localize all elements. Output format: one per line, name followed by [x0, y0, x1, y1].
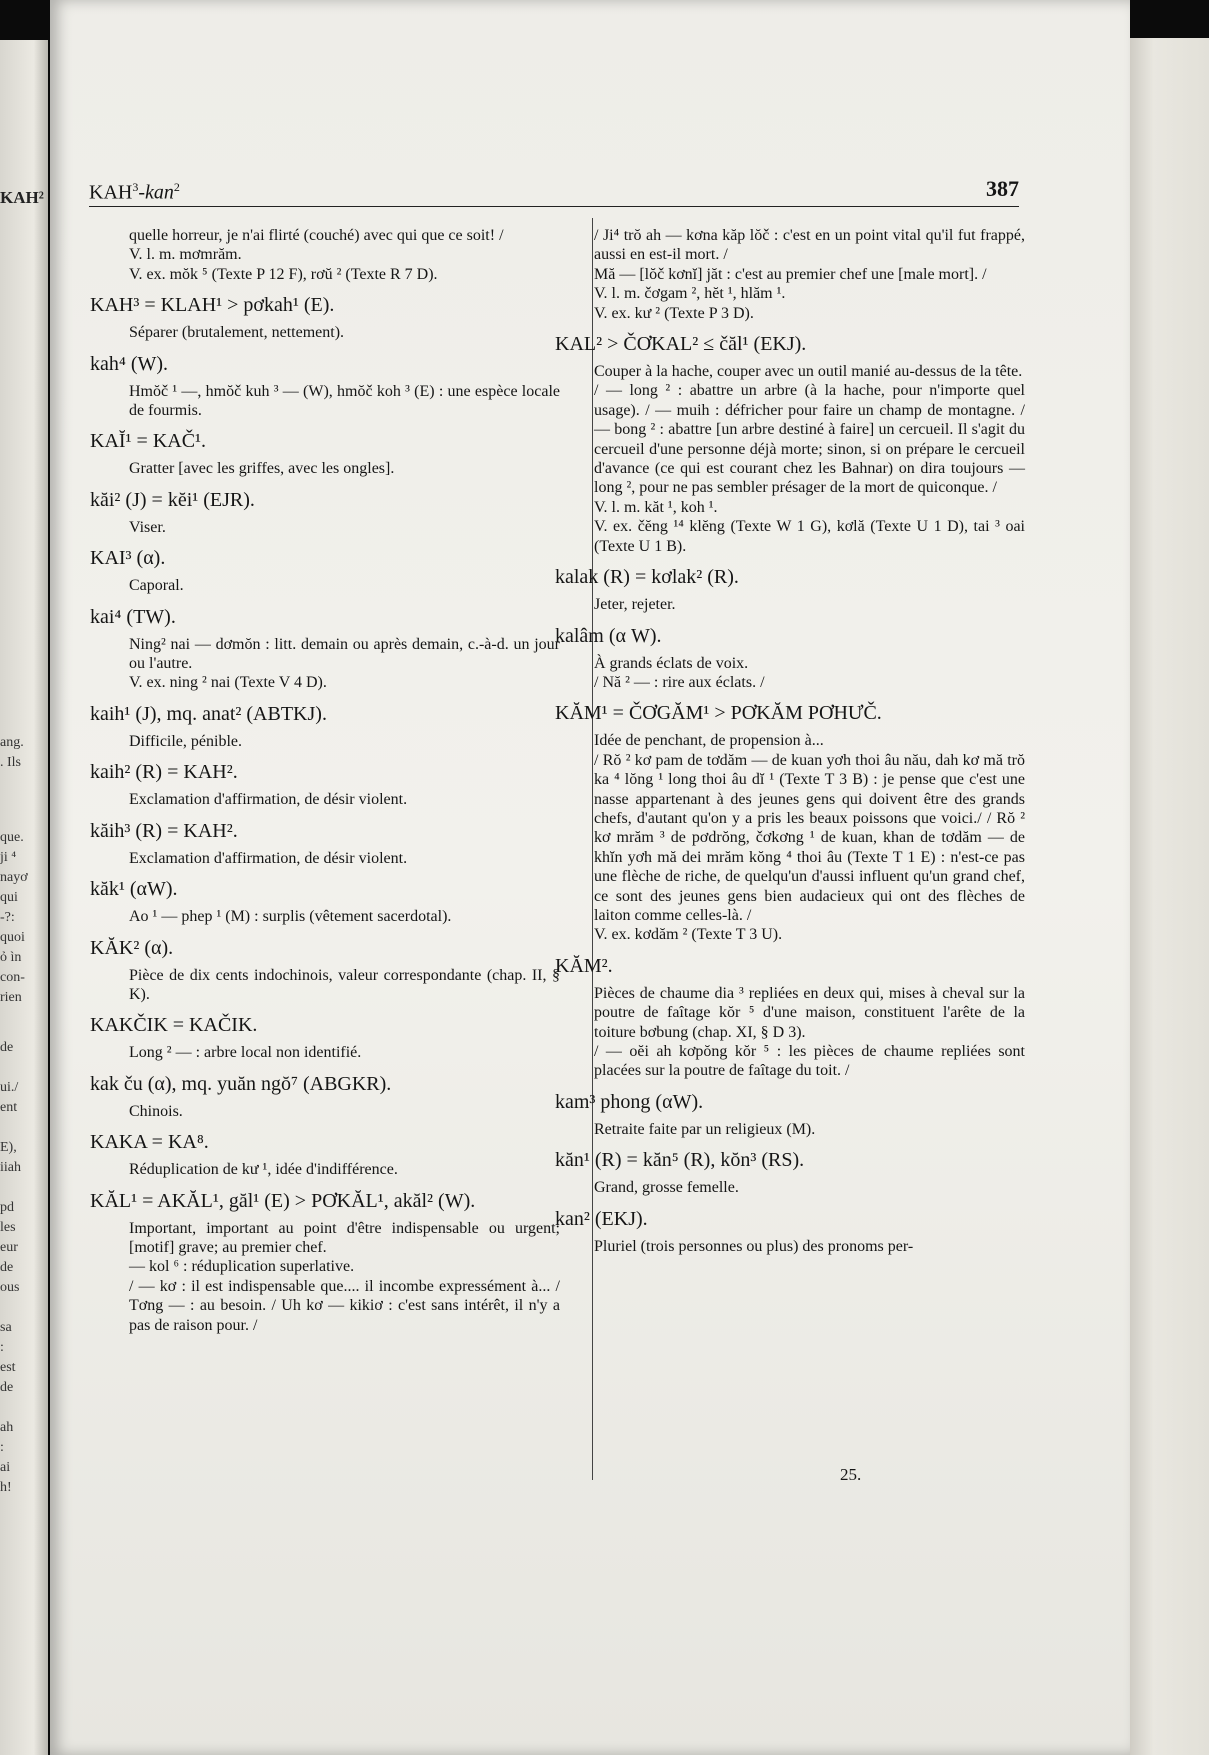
left-page-text-fragment: ui./: [0, 1080, 19, 1095]
dictionary-entry: [90, 1189, 560, 1335]
definition-line: Pièces de chaume dia ³ repliées en deux qui, mises à cheval sur la poutre de faîtage kŏr ⁵ d'une maison, constituent l'arête de la toiture bơbung (chap. XI, § D 3).: [594, 984, 1025, 1041]
left-page-text-fragment: de: [0, 1260, 14, 1275]
definition-line: Séparer (brutalement, nettement).: [129, 324, 345, 342]
dictionary-entry: [90, 352, 560, 421]
right-page-edge: [1130, 38, 1209, 1755]
page-number: 387: [986, 176, 1019, 201]
dictionary-entry: [90, 605, 560, 693]
definition-line: Idée de penchant, de propension à...: [594, 732, 824, 750]
definition: [555, 654, 1025, 693]
dictionary-entry: [90, 429, 560, 478]
definition: [555, 595, 1025, 614]
headword: KĂL¹ = AKĂL¹, găl¹ (E) > PƠKĂL¹, akăl² (W).: [90, 1189, 476, 1212]
dictionary-entry: [555, 1148, 1025, 1197]
left-page-text-fragment: KAH²: [0, 188, 44, 207]
headword: KĂM¹ = ČƠGĂM¹ > PƠKĂM PƠHƯČ.: [555, 702, 882, 725]
headword: kalak (R) = kơlak² (R).: [555, 566, 739, 589]
dictionary-entry: [555, 332, 1025, 556]
left-page-text-fragment: h!: [0, 1480, 12, 1495]
definition-line: Grand, grosse femelle.: [594, 1179, 739, 1197]
dictionary-entry: [555, 1207, 1025, 1256]
headword: kah⁴ (W).: [90, 352, 169, 375]
definition: [555, 731, 1025, 944]
definition: [90, 907, 560, 926]
definition: [555, 1237, 1025, 1256]
left-page-text-fragment: pd: [0, 1200, 14, 1215]
definition-line: / — kơ : il est indispensable que.... il incombe expressément à... / Tơng — : au besoin. / Uh kơ — kikiơ : c'est sans intérêt, il n'y a pas de raison pour. /: [129, 1277, 560, 1334]
headword: KAĬ¹ = KAČ¹.: [90, 430, 207, 453]
dictionary-entry: [90, 877, 560, 926]
headword: kaih¹ (J), mq. anat² (ABTKJ).: [90, 702, 327, 725]
definition-line: V. ex. kơdăm ² (Texte T 3 U).: [594, 926, 783, 944]
definition-line: Couper à la hache, couper avec un outil manié au-dessus de la tête.: [594, 363, 1023, 381]
headword: kam³ phong (αW).: [555, 1090, 704, 1113]
headword: KAI³ (α).: [90, 547, 166, 570]
dictionary-entry: [90, 546, 560, 595]
dictionary-entry: [90, 760, 560, 809]
definition-line: — kol ⁶ : réduplication superlative.: [129, 1258, 355, 1276]
left-page-text-fragment: ous: [0, 1280, 20, 1295]
left-page-text-fragment: E),: [0, 1140, 17, 1155]
definition-line: Réduplication de kư ¹, idée d'indifférence.: [129, 1161, 398, 1179]
headword: KĂK² (α).: [90, 936, 174, 959]
dictionary-entry: [90, 702, 560, 751]
definition-line: / Nă ² — : rire aux éclats. /: [594, 673, 765, 691]
headword: KĂM².: [555, 954, 613, 977]
left-page-text-fragment: eur: [0, 1240, 18, 1255]
definition: [90, 849, 560, 868]
definition-line: Important, important au point d'être indispensable ou urgent; [motif] grave; au premier chef.: [129, 1219, 560, 1256]
definition: [90, 966, 560, 1005]
left-page-text-fragment: nayơ: [0, 870, 28, 885]
headword: kan² (EKJ).: [555, 1207, 648, 1230]
definition: [90, 732, 560, 751]
definition-line: Ning² nai — dơmŏn : litt. demain ou après demain, c.-à-d. un jour ou l'autre.: [129, 635, 560, 673]
left-page-text-fragment: sa: [0, 1320, 12, 1335]
headword: kăn¹ (R) = kăn⁵ (R), kŏn³ (RS).: [555, 1149, 805, 1172]
headword: kai⁴ (TW).: [90, 605, 176, 628]
left-page-text-fragment: ang.: [0, 735, 24, 750]
dictionary-entry: [90, 819, 560, 868]
dictionary-entry: [90, 293, 560, 342]
dictionary-page: [50, 0, 1130, 1755]
definition-line: Exclamation d'affirmation, de désir violent.: [129, 849, 408, 867]
headword: kăih³ (R) = KAH².: [90, 819, 238, 842]
definition-line: Caporal.: [129, 577, 184, 595]
headword: kăi² (J) = kĕi¹ (EJR).: [90, 488, 255, 511]
definition-line: Long ² — : arbre local non identifié.: [129, 1044, 362, 1062]
right-continuation: / Ji⁴ trŏ ah — kơna kăp lŏč : c'est en un point vital qu'il fut frappé, aussi en est-il mort. / Mă — [lŏč kơnĭ] jăt : c'est au premier chef une [male mort]. / V. l. m. čơgam ², hĕt ¹, hlăm ¹. V. ex. kư ² (Texte P 3 D).: [594, 227, 1025, 322]
left-page-text-fragment: qui: [0, 890, 18, 905]
definition-line: À grands éclats de voix.: [594, 654, 749, 672]
dictionary-entry: [90, 488, 560, 537]
dictionary-entry: [90, 1072, 560, 1121]
left-page-text-fragment: ỏ ìn: [0, 950, 22, 965]
definition-line: Difficile, pénible.: [129, 732, 242, 750]
left-continuation: quelle horreur, je n'ai flirté (couché) avec qui que ce soit! / V. l. m. mơmrăm. V. ex. mŏk ⁵ (Texte P 12 F), rơŭ ² (Texte R 7 D).: [129, 227, 504, 283]
definition: [90, 1160, 560, 1179]
definition-line: Chinois.: [129, 1102, 183, 1120]
left-page-text-fragment: . Ils: [0, 755, 21, 770]
definition-line: Pièce de dix cents indochinois, valeur correspondante (chap. II, § K).: [129, 966, 560, 1003]
dictionary-entry: [90, 1130, 560, 1179]
definition-line: Gratter [avec les griffes, avec les ongles].: [129, 460, 395, 478]
definition: [555, 1178, 1025, 1197]
definition-line: V. l. m. kăt ¹, koh ¹.: [594, 498, 718, 516]
left-page-text-fragment: ai: [0, 1460, 11, 1475]
definition: [555, 984, 1025, 1081]
left-page-text-fragment: ent: [0, 1100, 18, 1115]
right-column: [555, 226, 1025, 1265]
definition: [90, 382, 560, 421]
dictionary-entry: [90, 936, 560, 1005]
running-head: KAH$^3$-kan$^2$: [89, 180, 180, 204]
left-page-text-fragment: quoi: [0, 930, 25, 945]
dictionary-entry: [555, 565, 1025, 614]
definition: [90, 1219, 560, 1335]
headword: kaih² (R) = KAH².: [90, 761, 238, 784]
left-page-text-fragment: ji ⁴: [0, 850, 17, 865]
left-page-text-fragment: :: [0, 1440, 4, 1455]
definition-line: Retraite faite par un religieux (M).: [594, 1120, 816, 1138]
headword: KAL² > ČƠKAL² ≤ čăl¹ (EKJ).: [555, 333, 807, 356]
definition-line: Ao ¹ — phep ¹ (M) : surplis (vêtement sacerdotal).: [129, 908, 452, 926]
definition-line: Jeter, rejeter.: [594, 596, 676, 614]
definition: [555, 362, 1025, 556]
definition-line: Exclamation d'affirmation, de désir violent.: [129, 791, 408, 809]
left-page-text-fragment: de: [0, 1040, 14, 1055]
left-page-text-fragment: con-: [0, 970, 25, 985]
definition-line: / — long ² : abattre un arbre (à la hache, pour n'importe quel usage). / — muih : défricher pour faire un champ de montagne. / — bong ² : abattre [un arbre destiné à faire] un cercueil. Il s'agit du cercueil d'une personne déjà morte; sinon, si on prépare le cercueil d'avance (ce qui est courant chez les Bahnar) on dira toujours — long ², pour ne pas sembler présager de la mort de quiconque. /: [594, 382, 1025, 497]
dictionary-entry: [555, 954, 1025, 1081]
definition: [90, 518, 560, 537]
headword: kalâm (α W).: [555, 624, 662, 647]
dictionary-entry: [555, 1090, 1025, 1139]
definition-line: Pluriel (trois personnes ou plus) des pronoms per-: [594, 1237, 914, 1255]
left-page-edge: [0, 40, 48, 1755]
definition: [90, 459, 560, 478]
left-page-text-fragment: -?:: [0, 910, 15, 925]
left-page-text-fragment: les: [0, 1220, 16, 1235]
page-header: [89, 176, 1019, 207]
headword: KAKA = KA⁸.: [90, 1131, 209, 1154]
definition: [90, 635, 560, 693]
dictionary-entry: [90, 1013, 560, 1062]
headword: kăk¹ (αW).: [90, 878, 178, 901]
definition-line: Viser.: [129, 518, 166, 536]
left-page-text-fragment: de: [0, 1380, 14, 1395]
definition-line: / — oĕi ah kơpŏng kŏr ⁵ : les pièces de chaume repliées sont placées sur la poutre de faîtage du toit. /: [594, 1043, 1025, 1080]
definition: [90, 1043, 560, 1062]
left-page-text-fragment: :: [0, 1340, 4, 1355]
definition: [90, 576, 560, 595]
definition: [90, 323, 560, 342]
definition-line: Hmŏč ¹ —, hmŏč kuh ³ — (W), hmŏč koh ³ (E) : une espèce locale de fourmis.: [129, 382, 560, 420]
left-page-text-fragment: est: [0, 1360, 16, 1375]
definition-line: / Rŏ ² kơ pam de tơdăm — de kuan yơh thoi âu nău, dah kơ mă trŏ ka ⁴ lŏng ¹ long thoi âu dĭ ¹ (Texte T 3 B) : je pense que c'est une nasse appartenant à des jeunes gens qui doivent être des grands chefs, d'autant qu'on y a pris les beaux poissons que voici./ / Rŏ ² kơ mrăm ³ de pơdrŏng, čơkơng ¹ de kuan, khan de tơdăm — de khĭn yơh mă dei mrăm kŏng ⁴ thoi âu (Texte T 1 E) : n'est-ce pas une flèche de riche, de quelqu'un d'aussi influent qu'un grand chef, ce sont des jeunes gens bien audacieux qui ont des flèches de laiton comme celles-là. /: [594, 751, 1025, 924]
definition: [90, 1102, 560, 1121]
headword: KAH³ = KLAH¹ > pơkah¹ (E).: [90, 294, 335, 317]
left-page-text-fragment: que.: [0, 830, 24, 845]
signature-mark: 25.: [840, 1465, 862, 1484]
definition: [555, 1120, 1025, 1139]
left-page-text-fragment: ah: [0, 1420, 14, 1435]
definition-line: V. ex. čĕng ¹⁴ klĕng (Texte W 1 G), kơlă (Texte U 1 D), tai ³ oai (Texte U 1 B).: [594, 518, 1025, 555]
dictionary-entry: [555, 624, 1025, 693]
dictionary-entry: [555, 701, 1025, 944]
left-page-text-fragment: iiah: [0, 1160, 21, 1175]
left-column: [90, 226, 560, 1344]
definition: [90, 790, 560, 809]
left-page-text-fragment: rien: [0, 990, 22, 1005]
headword: kak ču (α), mq. yuăn ngŏ⁷ (ABGKR).: [90, 1072, 392, 1095]
definition-line: V. ex. ning ² nai (Texte V 4 D).: [129, 674, 327, 692]
headword: KAKČIK = KAČIK.: [90, 1014, 258, 1037]
